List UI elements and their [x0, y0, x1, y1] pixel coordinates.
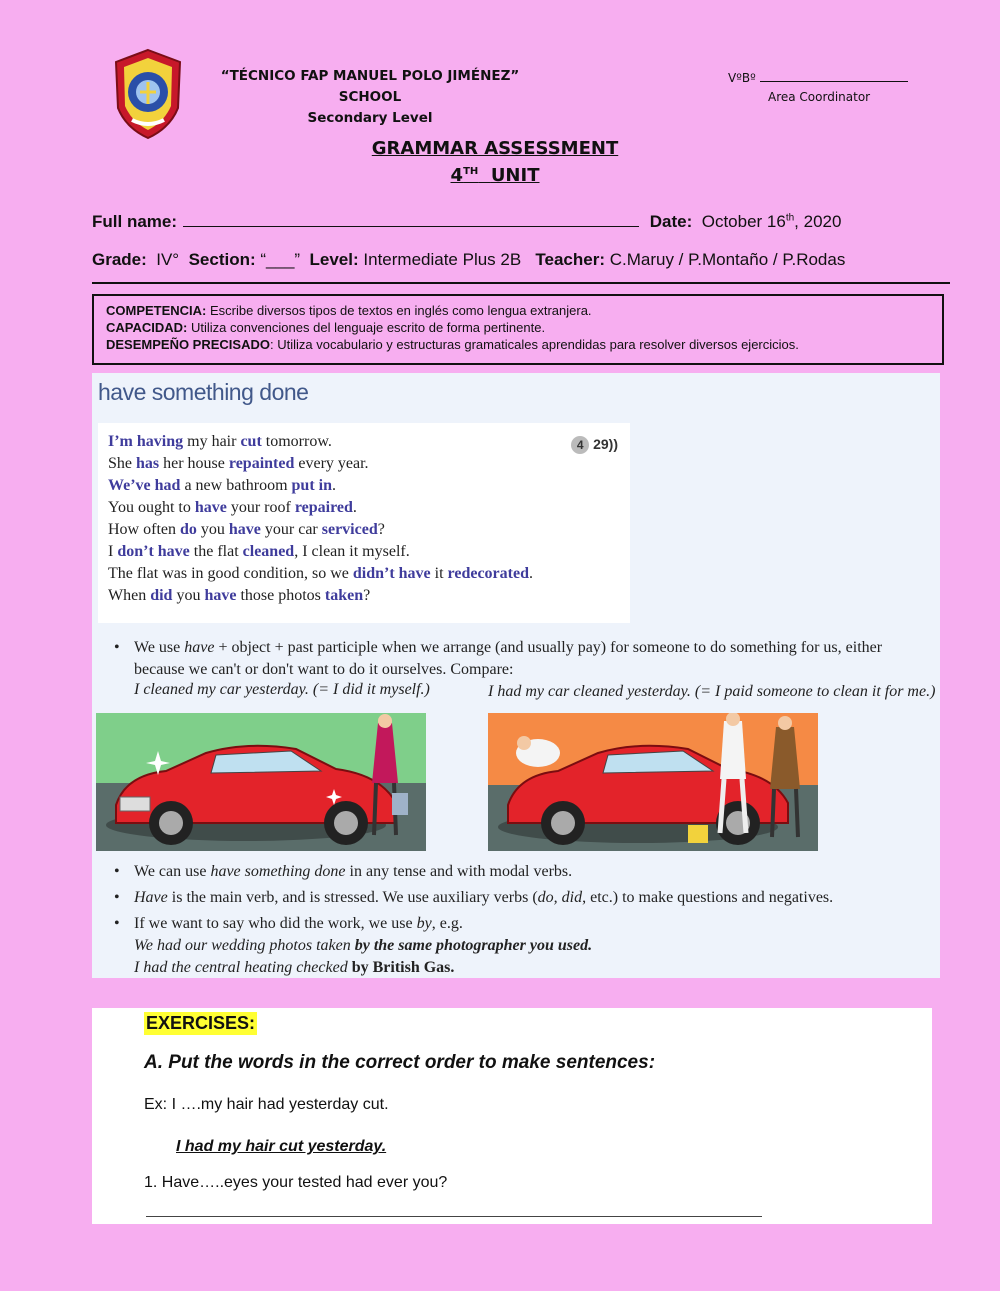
bullet-4: • If we want to say who did the work, we use by, e.g. We had our wedding photos taken by the same photographer you used. I had the central heating checked by British Gas. — [114, 915, 593, 976]
section-a-instruction: A. Put the words in the correct order to make sentences: — [144, 1052, 656, 1073]
bullet-3: • Have is the main verb, and is stressed. We use auxiliary verbs (do, did, etc.) to make questions and negatives. — [114, 889, 834, 906]
name-date-row: Full name: Date: October 16th, 2020 — [92, 212, 842, 231]
vobo-signature: VºBº — [728, 70, 908, 85]
answer-line-1[interactable] — [146, 1216, 762, 1217]
school-crest-icon — [110, 48, 186, 140]
woman-cleaning-car-illustration — [96, 713, 426, 851]
unit-title: 4TH UNIT — [450, 165, 540, 186]
competencia-box: COMPETENCIA: Escribe diversos tipos de textos en inglés como lengua extranjera. CAPACIDAD: Utiliza convenciones del lenguaje escrito de forma pertinente. DESEMPEÑO PRECISADO: Utiliza vocabulario y estructuras gramaticales aprendidas para resolver diversos ejercicios. — [92, 294, 944, 365]
grade-row: Grade: IV° Section: “___” Level: Intermediate Plus 2B Teacher: C.Maruy / P.Montaño / P.Rodas — [92, 250, 846, 269]
area-coordinator-label: Area Coordinator — [768, 90, 871, 104]
example-prompt: Ex: I ….my hair had yesterday cut. — [144, 1096, 389, 1113]
people-cleaning-car-illustration — [488, 713, 818, 851]
example-answer: I had my hair cut yesterday. — [176, 1138, 387, 1155]
example-sentence: When did you have those photos taken? — [108, 587, 371, 604]
example-sentence: The flat was in good condition, so we didn’t have it redecorated. — [108, 565, 533, 582]
audio-track[interactable]: 4 29)) — [571, 433, 618, 455]
bullet-2: • We can use have something done in any tense and with modal verbs. — [114, 863, 573, 880]
school-level: Secondary Level — [307, 110, 433, 126]
example-sentence: You ought to have your roof repaired. — [108, 499, 357, 516]
school-name: “TÉCNICO FAP MANUEL POLO JIMÉNEZ” SCHOOL Secondary Level — [200, 66, 540, 129]
bullet-1: • We use have + object + past participle when we arrange (and usually pay) for someone to do something for us, either because we can't or don't want to do it ourselves. Compare: — [114, 639, 883, 678]
exercises-panel — [92, 1008, 932, 1224]
page-title: GRAMMAR ASSESSMENT — [371, 138, 619, 159]
divider — [92, 282, 950, 284]
exercises-heading: EXERCISES: — [146, 1013, 256, 1033]
audio-icon: )) — [608, 436, 618, 452]
example-sentence: I’m having my hair cut tomorrow. — [108, 433, 332, 450]
examples-box — [98, 423, 630, 623]
date-value: October 16th, 2020 — [701, 212, 842, 231]
signature-line — [760, 70, 908, 82]
example-sentence: We’ve had a new bathroom put in. — [108, 477, 336, 494]
full-name-field[interactable] — [183, 213, 639, 227]
grammar-heading: have something done — [98, 379, 309, 405]
question-1: 1. Have…..eyes your tested had ever you? — [144, 1174, 448, 1191]
example-sentence: I don’t have the flat cleaned, I clean it myself. — [108, 543, 410, 560]
example-sentence: How often do you have your car serviced? — [108, 521, 385, 538]
compare-1: I cleaned my car yesterday. (= I did it myself.) — [134, 681, 430, 698]
grammar-panel — [92, 373, 940, 978]
example-sentence: She has her house repainted every year. — [108, 455, 369, 472]
section-field[interactable]: “___” — [260, 250, 301, 269]
compare-2: I had my car cleaned yesterday. (= I paid someone to clean it for me.) — [488, 683, 936, 700]
